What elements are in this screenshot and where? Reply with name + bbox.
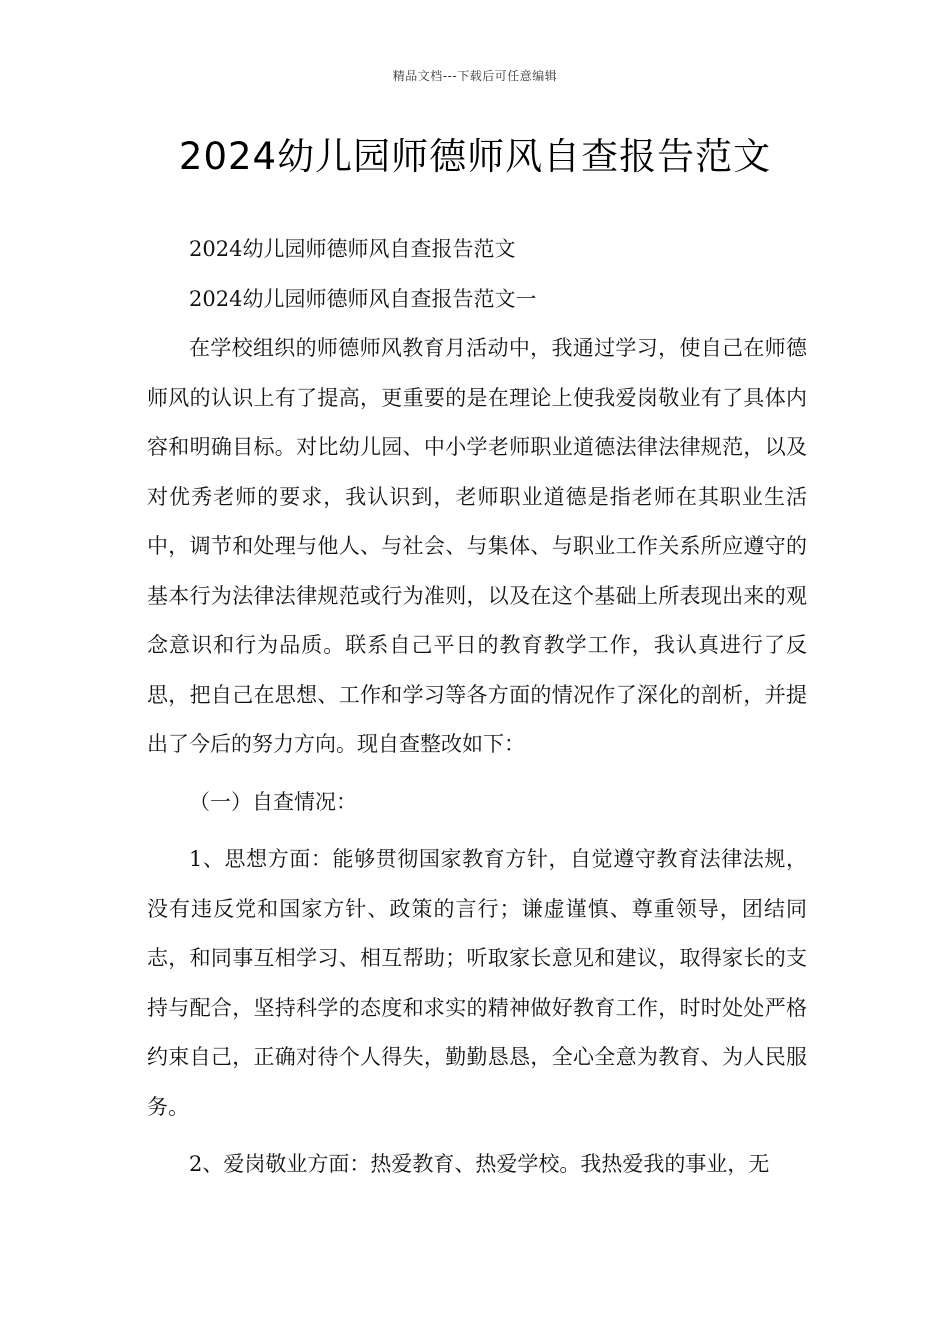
paragraph-ideology: 1、思想方面：能够贯彻国家教育方针，自觉遵守教育法律法规，没有违反党和国家方针、政策的言行；谦虚谨慎、尊重领导，团结同志，和同事互相学习、相互帮助；听取家长意见和建议，取得家长的支持与配合，坚持科学的态度和求实的精神做好教育工作，时时处处严格约束自己，正确对待个人得失，勤勤恳恳，全心全意为教育、为人民服务。	[147, 847, 807, 1119]
document-title: 2024幼儿园师德师风自查报告范文	[178, 135, 772, 178]
header-note: 精品文档---下载后可任意编辑	[392, 69, 558, 83]
paragraph-section-heading: 2024幼儿园师德师风自查报告范文一	[189, 286, 537, 311]
document-body	[147, 225, 807, 1190]
paragraph-self-check-heading: （一）自查情况：	[189, 789, 357, 814]
paragraph-dedication: 2、爱岗敬业方面：热爱教育、热爱学校。我热爱我的事业，无	[189, 1152, 770, 1176]
paragraph-intro: 在学校组织的师德师风教育月活动中，我通过学习，使自己在师德师风的认识上有了提高，更重要的是在理论上使我爱岗敬业有了具体内容和明确目标。对比幼儿园、中小学老师职业道德法律法律规范，以及对优秀老师的要求，我认识到，老师职业道德是指老师在其职业生活中，调节和处理与他人、与社会、与集体、与职业工作关系所应遵守的基本行为法律法律规范或行为准则，以及在这个基础上所表现出来的观念意识和行为品质。联系自己平日的教育教学工作，我认真进行了反思，把自己在思想、工作和学习等各方面的情况作了深化的剖析，并提出了今后的努力方向。现自查整改如下：	[147, 336, 807, 756]
paragraph-subtitle: 2024幼儿园师德师风自查报告范文	[189, 237, 516, 261]
